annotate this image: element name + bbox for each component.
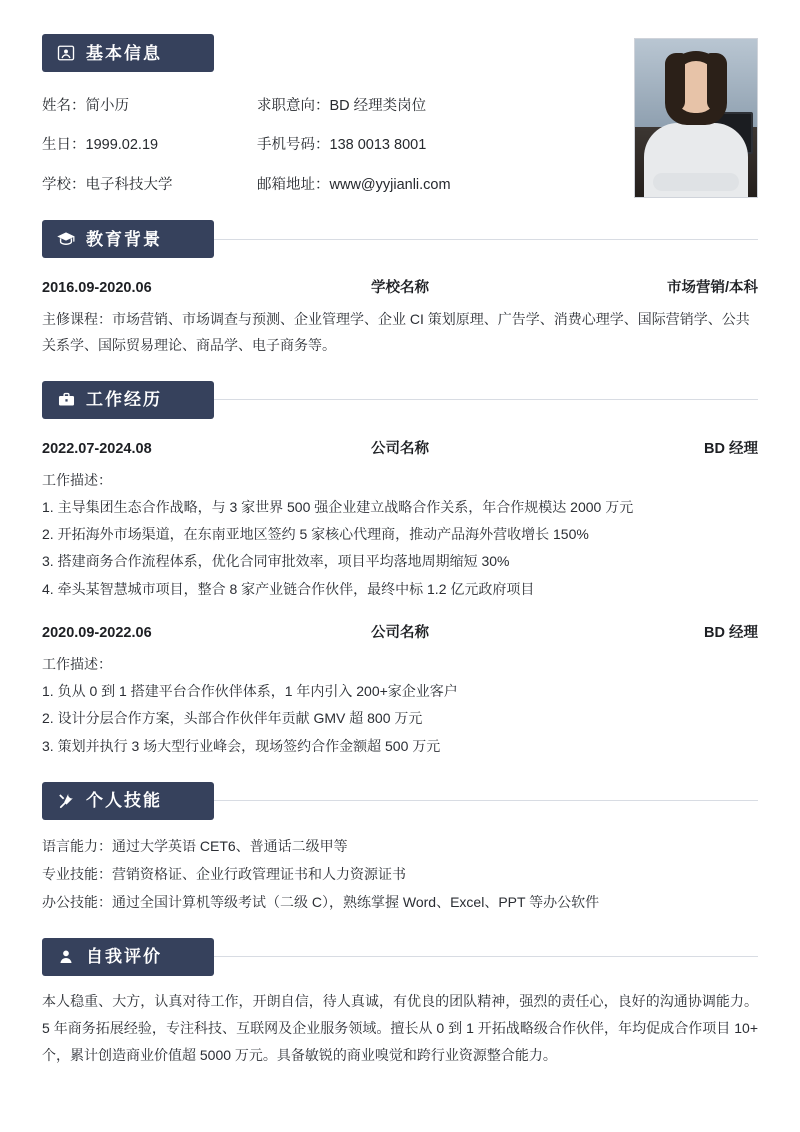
summary-text: 本人稳重、大方，认真对待工作，开朗自信，待人真诚，有优良的团队精神，强烈的责任心，良好的沟通协调能力。5 年商务拓展经验，专注科技、互联网及企业服务领域。擅长从 0 到 1 开拓战略级合作伙伴，年均促成合作项目 10+ 个，累计创造商业价值超 5000 万元。具备敏锐的商业嗅觉和跨行业资源整合能力。 (42, 992, 758, 1064)
basic-info-left (42, 30, 634, 194)
basic-info-title: 基本信息 (86, 43, 162, 63)
briefcase-icon (56, 390, 76, 410)
photo-arms (653, 173, 739, 191)
list-item: 1. 主导集团生态合作战略，与 3 家世界 500 强企业建立战略合作关系，年合作规模达 2000 万元 (42, 498, 634, 515)
work-date: 2022.07-2024.08 (42, 440, 152, 457)
basic-info-wrapper (42, 30, 758, 198)
section-basic-info (42, 30, 758, 198)
field-birthday: 生日：1999.02.19 (42, 137, 159, 154)
skill-language: 语言能力：通过大学英语 CET6、普通话二级甲等 (42, 837, 348, 854)
skills-title: 个人技能 (86, 791, 162, 811)
field-name: 姓名：简小历 (42, 98, 129, 114)
work-rule (214, 399, 758, 400)
photo-hair-right (707, 53, 727, 111)
section-work (42, 381, 758, 760)
avatar (634, 38, 758, 198)
section-education (42, 220, 758, 359)
field-phone: 手机号码：138 0013 8001 (257, 137, 427, 154)
list-item: 2. 开拓海外市场渠道，在东南亚地区签约 5 家核心代理商，推动产品海外营收增长 150% (42, 526, 589, 543)
summary-rule (214, 956, 758, 957)
basic-info-heading (42, 34, 214, 72)
education-entry (42, 276, 758, 297)
work-heading-row (42, 381, 758, 419)
work-heading (42, 381, 214, 419)
work-entry (42, 437, 758, 458)
work-task-list (42, 678, 758, 760)
list-item: 3. 策划并执行 3 场大型行业峰会，现场签约合作金额超 500 万元 (42, 737, 441, 754)
section-skills (42, 782, 758, 916)
list-item: 1. 负从 0 到 1 搭建平台合作伙伴体系，1 年内引入 200+家企业客户 (42, 682, 458, 699)
summary-title: 自我评价 (86, 947, 162, 967)
education-courses: 主修课程：市场营销、市场调查与预测、企业管理学、企业 CI 策划原理、广告学、消费心理学、国际营销学、公共关系学、国际贸易理论、商品学、电子商务等。 (42, 311, 750, 353)
skill-professional: 专业技能：营销资格证、企业行政管理证书和人力资源证书 (42, 865, 406, 882)
education-school: 学校名称 (371, 280, 429, 296)
work-desc-label: 工作描述： (42, 655, 112, 672)
work-role: BD 经理 (704, 440, 758, 457)
work-task-list (42, 494, 758, 603)
education-heading-row (42, 220, 758, 258)
list-item: 3. 搭建商务合作流程体系，优化合同审批效率，项目平均落地周期缩短 30% (42, 553, 510, 570)
id-card-icon (56, 43, 76, 63)
work-date: 2020.09-2022.06 (42, 624, 152, 641)
field-email: 邮箱地址：www@yyjianli.com (257, 176, 451, 193)
skills-heading-row (42, 782, 758, 820)
work-desc-label: 工作描述： (42, 471, 112, 488)
work-title: 工作经历 (86, 390, 162, 410)
section-summary (42, 938, 758, 1070)
education-major: 市场营销/本科 (666, 280, 758, 296)
skills-rule (214, 800, 758, 801)
work-entry (42, 621, 758, 642)
skill-office: 办公技能：通过全国计算机等级考试（二级 C），熟练掌握 Word、Excel、PPT 等办公软件 (42, 893, 600, 910)
tools-icon (56, 791, 76, 811)
skills-lines (42, 832, 758, 916)
summary-heading (42, 938, 214, 976)
work-role: BD 经理 (704, 624, 758, 641)
education-heading (42, 220, 214, 258)
education-rule (214, 239, 758, 240)
education-title: 教育背景 (86, 229, 162, 249)
basic-info-heading-row (42, 34, 634, 72)
person-icon (56, 947, 76, 967)
work-company: 公司名称 (371, 624, 429, 641)
work-company: 公司名称 (371, 440, 429, 457)
photo-hair-left (665, 53, 685, 111)
field-job-intent: 求职意向：BD 经理类岗位 (257, 98, 427, 114)
list-item: 4. 牵头某智慧城市项目，整合 8 家产业链合作伙伴，最终中标 1.2 亿元政府项目 (42, 580, 535, 597)
list-item: 2. 设计分层合作方案，头部合作伙伴年贡献 GMV 超 800 万元 (42, 710, 423, 727)
summary-heading-row (42, 938, 758, 976)
skills-heading (42, 782, 214, 820)
field-school: 学校：电子科技大学 (42, 176, 173, 193)
basic-info-grid (42, 98, 634, 194)
education-date: 2016.09-2020.06 (42, 280, 152, 296)
graduation-cap-icon (56, 229, 76, 249)
